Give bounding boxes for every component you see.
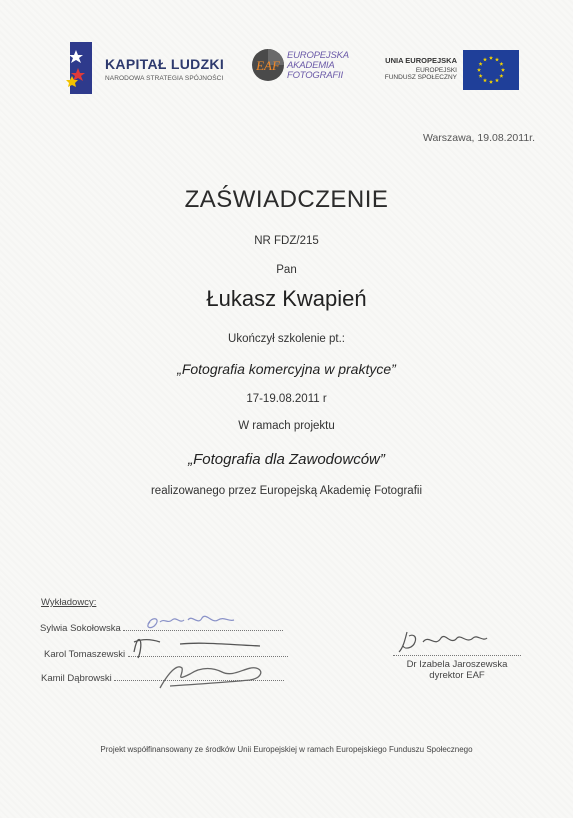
funding-footer: Projekt współfinansowany ze środków Unii Europejskiej w ramach Europejskiego Funduszu Społecznego [100, 745, 473, 754]
eu-flag-icon [463, 50, 519, 90]
eaf-line1: EUROPEJSKA [287, 50, 349, 61]
course-title: „Fotografia komercyjna w praktyce” [177, 361, 396, 377]
kapital-ludzki-subtitle: NARODOWA STRATEGIA SPÓJNOŚCI [105, 75, 224, 82]
eaf-line2: AKADEMIA [287, 60, 335, 71]
signature-tomaszewski [134, 640, 260, 659]
kapital-ludzki-emblem-icon [66, 42, 102, 94]
lecturer-name: Karol Tomaszewski [44, 649, 126, 660]
eaf-line3: FOTOGRAFII [287, 70, 343, 81]
eu-line3: FUNDUSZ SPOŁECZNY [384, 74, 457, 81]
document-title: ZAŚWIADCZENIE [184, 186, 389, 213]
project-title: „Fotografia dla Zawodowców” [188, 451, 385, 468]
lecturer-name: Kamil Dąbrowski [41, 673, 112, 684]
within-project-text: W ramach projektu [238, 420, 335, 432]
eu-logo [385, 50, 519, 92]
course-dates: 17-19.08.2011 r [246, 393, 327, 405]
eaf-mark-text: EAF [256, 58, 280, 73]
lecturer-name: Sylwia Sokołowska [40, 623, 121, 634]
director-role: dyrektor EAF [429, 670, 485, 681]
eu-line1: UNIA EUROPEJSKA [385, 56, 457, 65]
director-signature-line [393, 655, 521, 656]
certificate-number: NR FDZ/215 [254, 235, 319, 247]
kapital-ludzki-title: KAPITAŁ LUDZKI [105, 56, 225, 72]
signature-sokolowska [148, 616, 234, 627]
eaf-name [287, 51, 367, 81]
signature-dabrowski [160, 667, 261, 688]
realized-by-text: realizowanego przez Europejską Akademię Fotografii [150, 485, 423, 497]
lecturer-signatures [130, 608, 290, 698]
director-signature [395, 628, 505, 658]
eu-line2: EUROPEJSKI [415, 67, 457, 74]
salutation: Pan [276, 264, 297, 276]
completed-text: Ukończył szkolenie pt.: [228, 333, 345, 345]
kapital-ludzki-logo [66, 42, 226, 94]
director-name: Dr Izabela Jaroszewska [406, 659, 508, 670]
eaf-logo [251, 48, 361, 92]
eu-text [385, 56, 457, 81]
director-block [393, 655, 521, 681]
eaf-emblem-icon [251, 48, 285, 82]
issue-date: Warszawa, 19.08.2011r. [422, 132, 535, 144]
recipient-name: Łukasz Kwapień [206, 286, 367, 311]
lecturers-heading: Wykładowcy: [41, 597, 97, 608]
